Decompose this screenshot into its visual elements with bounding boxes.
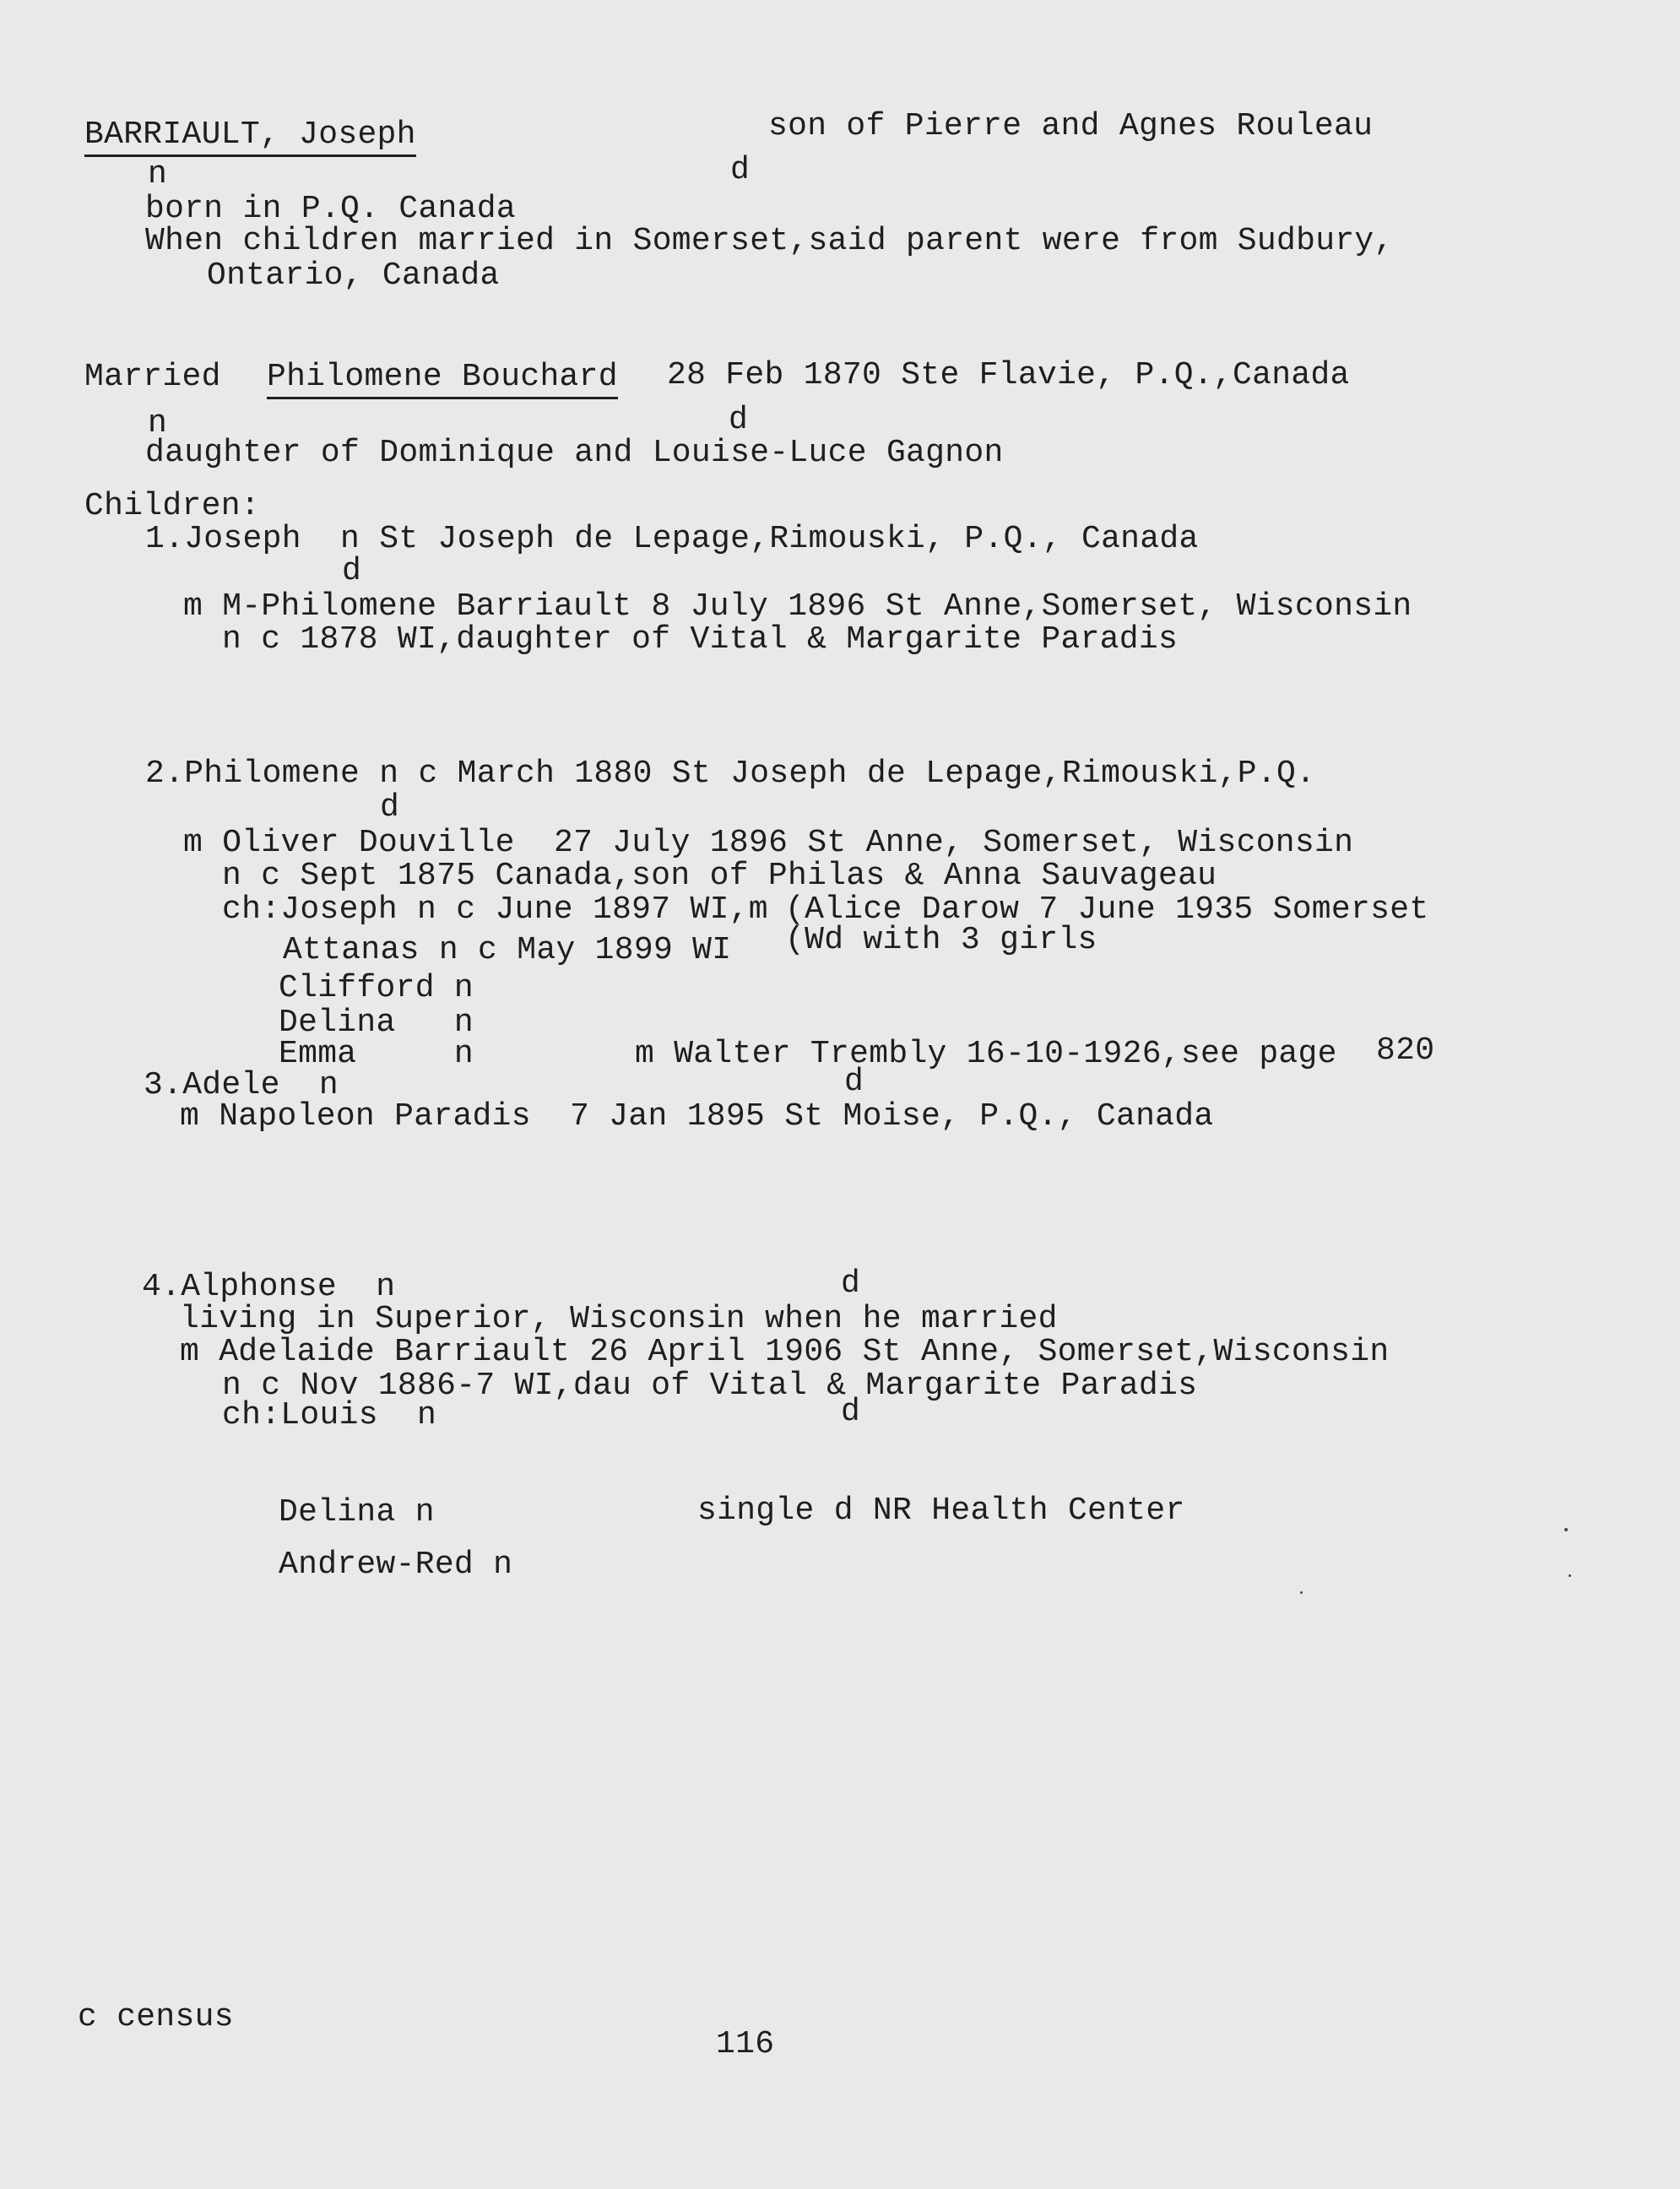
child-1-spouse-birth: n c 1878 WI,daughter of Vital & Margarite Paradis — [222, 621, 1179, 658]
child-4-child-louis: ch:Louis n — [222, 1397, 437, 1433]
spouse-birth-marker: n — [148, 405, 168, 442]
birth-place: born in P.Q. Canada — [145, 191, 516, 227]
married-label: Married — [84, 359, 221, 395]
death-marker: d — [730, 152, 751, 188]
child-1-line: 1.Joseph n St Joseph de Lepage,Rimouski, P.Q., Canada — [145, 521, 1199, 557]
child-2-marriage: m Oliver Douville 27 July 1896 St Anne, Somerset, Wisconsin — [183, 825, 1354, 861]
origin-note-line1: When children married in Somerset,said parent were from Sudbury, — [145, 223, 1394, 259]
spouse-name: Philomene Bouchard — [267, 359, 618, 399]
child-3-marriage: m Napoleon Paradis 7 Jan 1895 St Moise, P.Q., Canada — [180, 1098, 1214, 1135]
child-3-death: d — [844, 1064, 864, 1100]
subject-parents: son of Pierre and Agnes Rouleau — [768, 108, 1374, 144]
spouse-death-marker: d — [729, 402, 749, 438]
child-4-child-delina: Delina n — [279, 1494, 435, 1531]
paper-speck — [1569, 1574, 1571, 1577]
child-2-child-attanas: Attanas n c May 1899 WI — [283, 932, 732, 968]
paper-speck — [1564, 1528, 1568, 1531]
child-2-child-delina: Delina n — [279, 1005, 474, 1041]
children-label: Children: — [84, 488, 260, 524]
legend-census: c census — [78, 1999, 234, 2035]
page-number: 116 — [716, 2026, 775, 2062]
child-4-child-delina-note: single d NR Health Center — [697, 1493, 1185, 1529]
paper-speck — [1300, 1591, 1303, 1594]
child-4-spouse-birth: n c Nov 1886-7 WI,dau of Vital & Margarite Paradis — [222, 1368, 1198, 1404]
child-4-line: 4.Alphonse n — [142, 1269, 396, 1305]
child-2-spouse-birth: n c Sept 1875 Canada,son of Philas & Anna Sauvageau — [222, 858, 1217, 894]
child-4-death: d — [841, 1265, 861, 1302]
child-1-death: d — [342, 553, 362, 589]
child-2-child-emma-marriage: m Walter Trembly 16-10-1926,see page — [635, 1036, 1337, 1072]
spouse-parents: daughter of Dominique and Louise-Luce Gagnon — [145, 435, 1004, 471]
child-2-line: 2.Philomene n c March 1880 St Joseph de Lepage,Rimouski,P.Q. — [145, 756, 1316, 792]
child-2-child-joseph: ch:Joseph n c June 1897 WI,m — [222, 891, 768, 928]
child-2-child-clifford: Clifford n — [279, 970, 474, 1006]
child-2-child-emma-page-ref: 820 — [1376, 1032, 1435, 1069]
child-2-child-emma: Emma n — [279, 1036, 474, 1072]
child-4-child-andrew: Andrew-Red n — [279, 1547, 513, 1583]
child-2-child-joseph-widow-note: (Wd with 3 girls — [785, 922, 1097, 958]
marriage-details: 28 Feb 1870 Ste Flavie, P.Q.,Canada — [667, 357, 1350, 393]
child-1-marriage: m M-Philomene Barriault 8 July 1896 St Anne,Somerset, Wisconsin — [183, 588, 1412, 625]
child-4-residence: living in Superior, Wisconsin when he married — [180, 1301, 1058, 1337]
child-4-marriage: m Adelaide Barriault 26 April 1906 St Anne, Somerset,Wisconsin — [180, 1334, 1390, 1370]
subject-name: BARRIAULT, Joseph — [84, 116, 416, 157]
birth-marker: n — [148, 156, 168, 192]
child-4-child-louis-death: d — [841, 1394, 861, 1430]
origin-note-line2: Ontario, Canada — [207, 257, 500, 294]
child-3-line: 3.Adele n — [144, 1067, 339, 1103]
child-2-child-joseph-spouse: (Alice Darow 7 June 1935 Somerset — [785, 891, 1429, 928]
child-2-death: d — [380, 789, 400, 826]
